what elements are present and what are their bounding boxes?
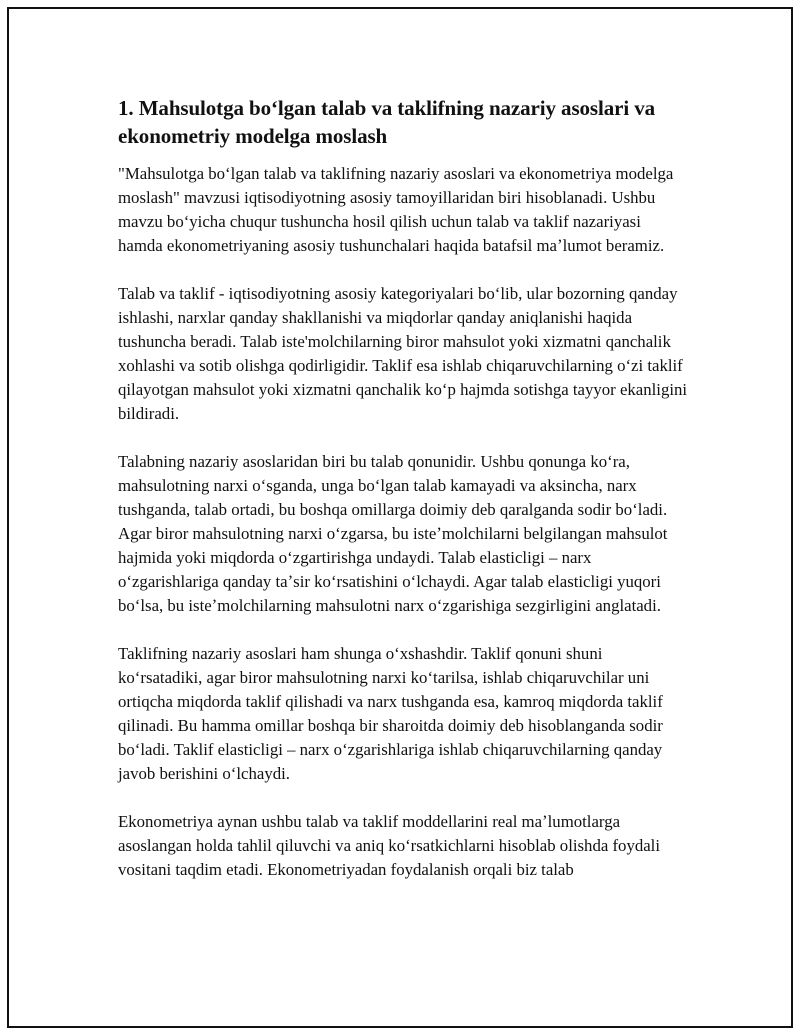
section-heading: 1. Mahsulotga boʻlgan talab va taklifning nazariy asoslari va ekonometriy modelga moslash: [118, 96, 656, 148]
paragraph-supply-law: Taklifning nazariy asoslari ham shunga oʻxshashdir. Taklif qonuni shuni koʻrsatadiki, agar biror mahsulotning narxi koʻtarilsa, ishlab chiqaruvchilar uni ortiqcha miqdorda taklif qilishadi va narx tushganda esa, kamroq miqdorda taklif qilinadi. Bu hamma omillar boshqa bir sharoitda doimiy deb hisoblanganda sodir boʻladi. Taklif elasticligi – narx oʻzgarishlariga ishlab chiqaruvchilarning qanday javob berishini oʻlchaydi.: [118, 644, 663, 783]
paragraph-econometrics: Ekonometriya aynan ushbu talab va taklif moddellarini real maʼlumotlarga asoslangan holda tahlil qiluvchi va aniq koʻrsatkichlarni hisoblab olishda foydali vositani taqdim etadi. Ekonometriyadan foydalanish orqali biz talab: [118, 812, 661, 879]
paragraph-intro: "Mahsulotga boʻlgan talab va taklifning nazariy asoslari va ekonometriya modelga moslash" mavzusi iqtisodiyotning asosiy tamoyillaridan biri hisoblanadi. Ushbu mavzu boʻyicha chuqur tushuncha hosil qilish uchun talab va taklif nazariyasi hamda ekonometriyaning asosiy tushunchalari haqida batafsil maʼlumot beramiz.: [118, 164, 674, 255]
paragraph-demand-law: Talabning nazariy asoslaridan biri bu talab qonunidir. Ushbu qonunga koʻra, mahsulotning narxi oʻsganda, unga boʻlgan talab kamayadi va aksincha, narx tushganda, talab ortadi, bu boshqa omillarga doimiy deb qaralganda sodir boʻladi. Agar biror mahsulotning narxi oʻzgarsa, bu isteʼmolchilarni belgilangan mahsulot hajmida yoki miqdorda oʻzgartirishga undaydi. Talab elasticligi – narx oʻzgarishlariga qanday taʼsir koʻrsatishini oʻlchaydi. Agar talab elasticligi yuqori boʻlsa, bu isteʼmolchilarning mahsulotni narx oʻzgarishiga sezgirligini anglatadi.: [118, 452, 668, 615]
paragraph-demand-supply: Talab va taklif - iqtisodiyotning asosiy kategoriyalari boʻlib, ular bozorning qanday ishlashi, narxlar qanday shakllanishi va miqdorlar qanday aniqlanishi haqida tushuncha beradi. Talab iste'molchilarning biror mahsulot yoki xizmatni qanchalik xohlashi va sotib olishga qodirligidir. Taklif esa ishlab chiqaruvchilarning oʻzi taklif qilayotgan mahsulot yoki xizmatni qanchalik koʻp hajmda sotishga tayyor ekanligini bildiradi.: [118, 284, 688, 423]
document-body: [118, 94, 688, 882]
